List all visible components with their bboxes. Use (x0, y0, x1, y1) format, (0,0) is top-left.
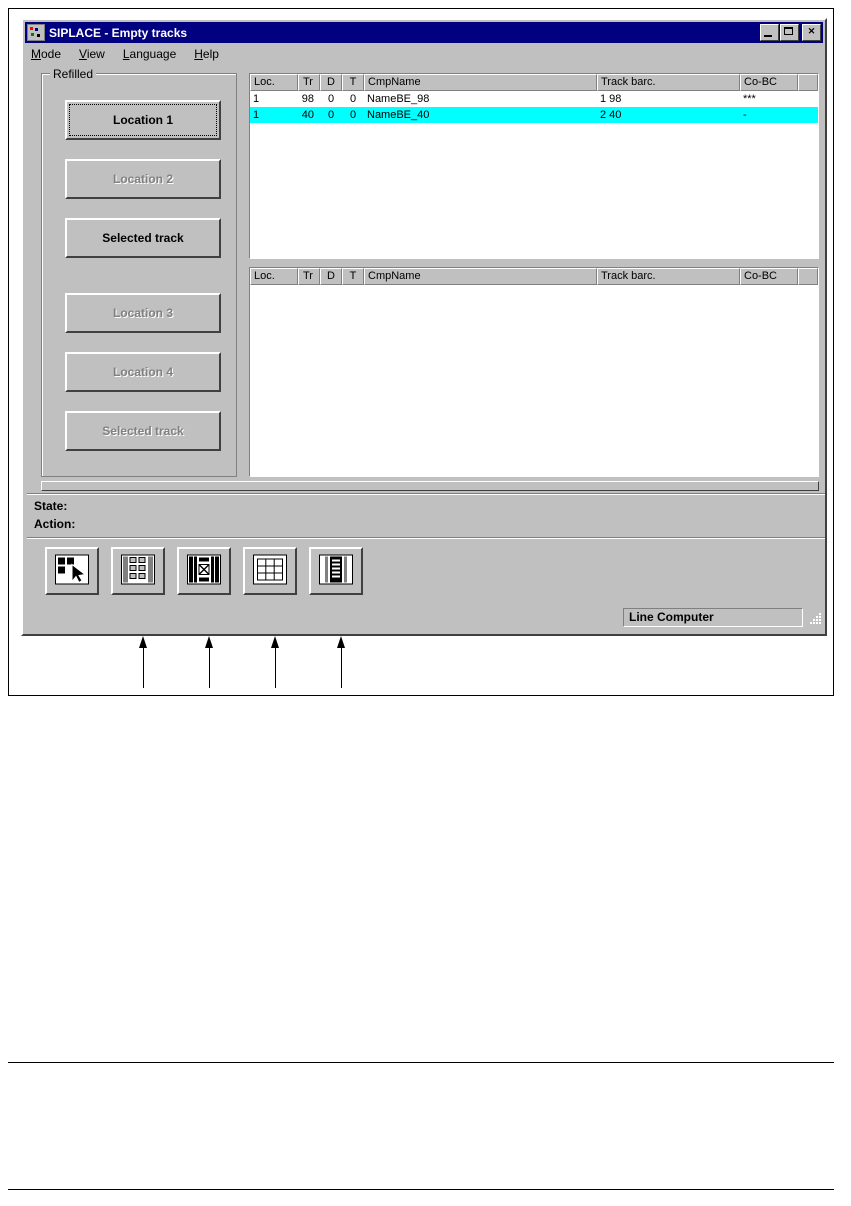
table-row[interactable] (250, 107, 818, 123)
maximize-button[interactable] (780, 24, 799, 41)
list-top-header (250, 74, 818, 91)
cell-t: 0 (349, 109, 357, 121)
refilled-groupbox-legend: Refilled (50, 67, 96, 81)
location-3-button-label: Location 3 (112, 306, 173, 320)
siplace-app-icon (27, 24, 45, 41)
upper-panel (27, 65, 825, 485)
cell-t: 0 (349, 93, 357, 105)
cell-tr: 98 (301, 93, 314, 105)
application-window (21, 18, 827, 636)
menu-item-help-rest: elp (202, 47, 219, 61)
table-grid-tool-button[interactable] (243, 547, 297, 595)
callout-line-3 (275, 648, 276, 688)
column-header-filler (798, 74, 818, 91)
empty-tracks-list-bottom[interactable] (249, 267, 819, 477)
selected-track-button-2[interactable] (65, 411, 221, 451)
feeder-grid-icon (121, 555, 155, 588)
menu-item-view[interactable]: View (79, 47, 105, 61)
feeder-overview-tool-button[interactable] (111, 547, 165, 595)
client-area (27, 65, 821, 630)
empty-tracks-tool-button[interactable] (177, 547, 231, 595)
list-bottom-header (250, 268, 818, 285)
callout-arrow-4 (337, 636, 345, 648)
magazine-tool-button[interactable] (309, 547, 363, 595)
menu-item-help[interactable]: Help (194, 47, 219, 61)
cell-co-bc: - (743, 109, 747, 121)
callout-arrow-3 (271, 636, 279, 648)
column-header-co-bc[interactable]: Co-BC (740, 268, 798, 285)
column-header-cmpname[interactable]: CmpName (364, 268, 597, 285)
cell-loc: 1 (253, 93, 260, 105)
cell-d: 0 (327, 109, 335, 121)
cell-track-barc: 1 98 (600, 93, 622, 105)
menu-item-mode[interactable]: Mode (31, 47, 62, 61)
menu-bar (25, 45, 823, 63)
column-header-tr[interactable]: Tr (298, 268, 320, 285)
column-header-filler (798, 268, 818, 285)
separator-line-bottom (27, 537, 825, 539)
location-3-button[interactable] (65, 293, 221, 333)
title-bar[interactable] (25, 22, 823, 43)
window-title: SIPLACE - Empty tracks (49, 25, 188, 40)
callout-line-1 (143, 648, 144, 688)
cell-track-barc: 2 40 (600, 109, 622, 121)
state-label: State: (34, 499, 68, 513)
close-button[interactable]: ✕ (802, 24, 821, 41)
callout-leader-lines (21, 636, 827, 688)
separator-line-top (27, 493, 825, 495)
column-header-t[interactable]: T (342, 268, 364, 285)
figure-frame (8, 8, 834, 696)
minimize-button[interactable] (760, 24, 779, 41)
cell-cmpname: NameBE_98 (367, 93, 430, 105)
column-header-d[interactable]: D (320, 268, 342, 285)
status-bar-pane-line-computer: Line Computer (623, 608, 803, 627)
cell-tr: 40 (301, 109, 314, 121)
cell-filler (798, 91, 818, 107)
cell-d: 0 (327, 93, 335, 105)
location-2-button[interactable] (65, 159, 221, 199)
page-rule-lower (8, 1189, 834, 1190)
cell-filler (798, 107, 818, 123)
table-row[interactable] (250, 91, 818, 107)
location-1-button-label: Location 1 (112, 113, 173, 127)
empty-tracks-list-top[interactable] (249, 73, 819, 259)
crossed-tracks-icon (187, 555, 221, 588)
column-header-loc[interactable]: Loc. (250, 268, 298, 285)
menu-item-view-rest: iew (86, 47, 105, 61)
refilled-groupbox (41, 67, 237, 477)
cell-loc: 1 (253, 109, 260, 121)
cell-cmpname: NameBE_40 (367, 109, 430, 121)
callout-arrow-1 (139, 636, 147, 648)
column-header-t[interactable]: T (342, 74, 364, 91)
toolbar (27, 541, 825, 601)
column-header-d[interactable]: D (320, 74, 342, 91)
callout-line-2 (209, 648, 210, 688)
status-bar (27, 608, 825, 628)
location-1-button[interactable] (65, 100, 221, 140)
selected-track-button-1-label: Selected track (102, 231, 184, 245)
location-4-button-label: Location 4 (112, 365, 173, 379)
column-header-cmpname[interactable]: CmpName (364, 74, 597, 91)
menu-item-language-rest: anguage (129, 47, 177, 61)
column-header-loc[interactable]: Loc. (250, 74, 298, 91)
column-header-tr[interactable]: Tr (298, 74, 320, 91)
cursor-grid-icon (55, 555, 89, 588)
selected-track-button-1[interactable] (65, 218, 221, 258)
column-header-co-bc[interactable]: Co-BC (740, 74, 798, 91)
location-4-button[interactable] (65, 352, 221, 392)
callout-line-4 (341, 648, 342, 688)
column-header-track-barc[interactable]: Track barc. (597, 74, 740, 91)
action-label: Action: (34, 517, 76, 531)
page-rule-upper (8, 1062, 834, 1063)
selected-track-button-2-label: Selected track (102, 424, 184, 438)
menu-item-language[interactable]: Language (122, 47, 177, 61)
magazine-icon (319, 555, 353, 588)
column-header-track-barc[interactable]: Track barc. (597, 268, 740, 285)
horizontal-scrollbar[interactable] (41, 481, 819, 491)
select-pointer-tool-button[interactable] (45, 547, 99, 595)
grid-table-icon (253, 555, 287, 588)
callout-arrow-2 (205, 636, 213, 648)
resize-grip-icon[interactable] (808, 610, 824, 626)
location-2-button-label: Location 2 (112, 172, 173, 186)
cell-co-bc: *** (743, 93, 756, 105)
menu-item-mode-rest: ode (41, 47, 62, 61)
